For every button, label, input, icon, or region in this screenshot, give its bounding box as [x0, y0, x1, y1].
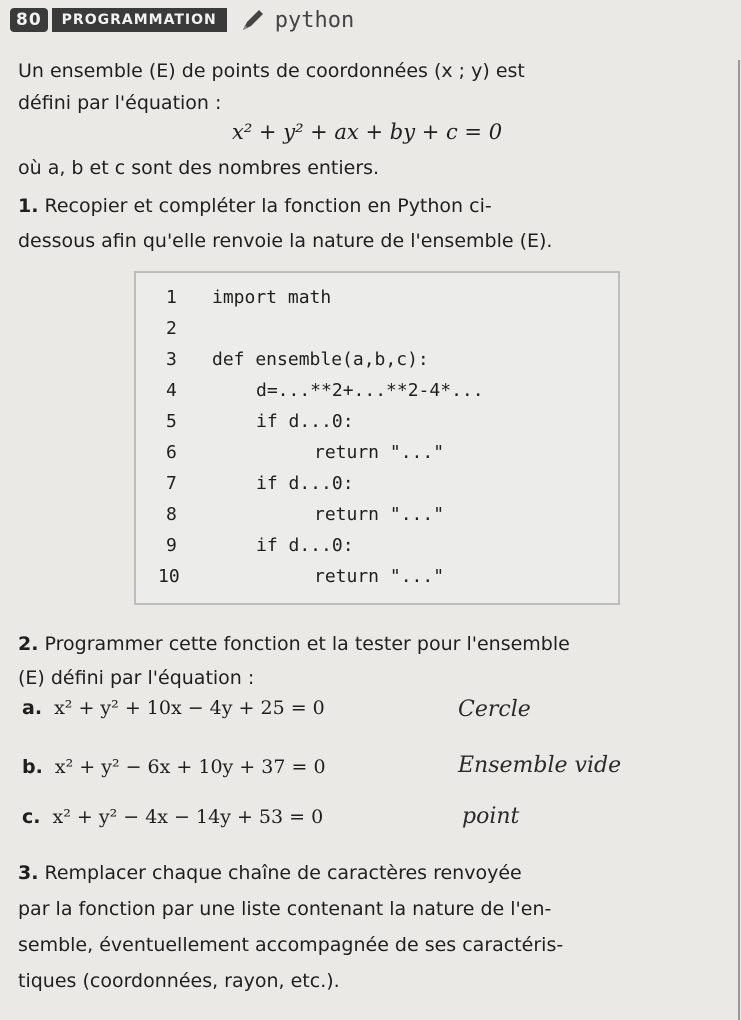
question-1-line-1	[18, 193, 492, 221]
question-3-line-2: par la fonction par une liste contenant la nature de l'en-	[18, 898, 552, 920]
question-1-number: 1.	[18, 195, 39, 217]
handwritten-note-b: Ensemble vide	[458, 753, 622, 778]
page-edge-line	[738, 60, 740, 1020]
question-3-line-3: semble, éventuellement accompagnée de ses caractéris-	[18, 934, 564, 956]
code-line-number: 9	[166, 535, 177, 556]
question-3-number: 3.	[18, 862, 39, 884]
code-text: if d...0:	[256, 535, 354, 556]
code-line-number: 6	[166, 442, 177, 463]
intro-line-3: où a, b et c sont des nombres entiers.	[18, 157, 380, 179]
item-label: c.	[22, 806, 41, 828]
item-label: a.	[22, 697, 43, 719]
exercise-header	[10, 6, 354, 34]
question-1-text: Recopier et compléter la fonction en Python ci-	[44, 195, 492, 217]
intro-line-2: défini par l'équation :	[18, 92, 222, 114]
code-line-number: 4	[166, 380, 177, 401]
handwritten-note-c: point	[462, 804, 520, 829]
question-2-line-2: (E) défini par l'équation :	[18, 667, 255, 689]
code-line-number: 3	[166, 349, 177, 370]
code-text: if d...0:	[256, 411, 354, 432]
exercise-category: PROGRAMMATION	[52, 8, 227, 32]
code-text: if d...0:	[256, 473, 354, 494]
code-text: return "..."	[314, 442, 445, 463]
code-line-number: 8	[166, 504, 177, 525]
code-line-number: 7	[166, 473, 177, 494]
equation-item-c	[22, 806, 323, 828]
question-1-line-2: dessous afin qu'elle renvoie la nature de l'ensemble (E).	[18, 230, 553, 252]
question-2-line-1	[18, 631, 570, 659]
question-3-line-1	[18, 860, 522, 888]
question-2-text: Programmer cette fonction et la tester pour l'ensemble	[44, 633, 570, 655]
code-line-number: 2	[166, 318, 177, 339]
handwritten-note-a: Cercle	[458, 697, 531, 722]
pen-icon	[239, 8, 265, 32]
question-3-line-4: tiques (coordonnées, rayon, etc.).	[18, 970, 340, 992]
code-text: import math	[212, 287, 332, 308]
equation-item-b	[22, 756, 326, 778]
exercise-number: 80	[10, 8, 48, 32]
code-text: return "..."	[314, 566, 445, 587]
item-equation: x² + y² − 4x − 14y + 53 = 0	[52, 806, 324, 828]
item-equation: x² + y² + 10x − 4y + 25 = 0	[54, 697, 325, 719]
item-label: b.	[22, 756, 43, 778]
general-equation: x² + y² + ax + by + c = 0	[232, 120, 503, 144]
equation-item-a	[22, 697, 325, 719]
code-listing	[134, 271, 620, 605]
intro-line-1: Un ensemble (E) de points de coordonnées (x ; y) est	[18, 60, 525, 82]
code-text: d=...**2+...**2-4*...	[256, 380, 484, 401]
item-equation: x² + y² − 6x + 10y + 37 = 0	[54, 756, 326, 778]
code-text: return "..."	[314, 504, 445, 525]
language-label: python	[274, 7, 355, 33]
code-text: def ensemble(a,b,c):	[212, 349, 429, 370]
code-line-number: 10	[158, 566, 180, 587]
code-line-number: 1	[166, 287, 177, 308]
code-line-number: 5	[166, 411, 177, 432]
question-2-number: 2.	[18, 633, 39, 655]
question-3-text: Remplacer chaque chaîne de caractères renvoyée	[44, 862, 522, 884]
